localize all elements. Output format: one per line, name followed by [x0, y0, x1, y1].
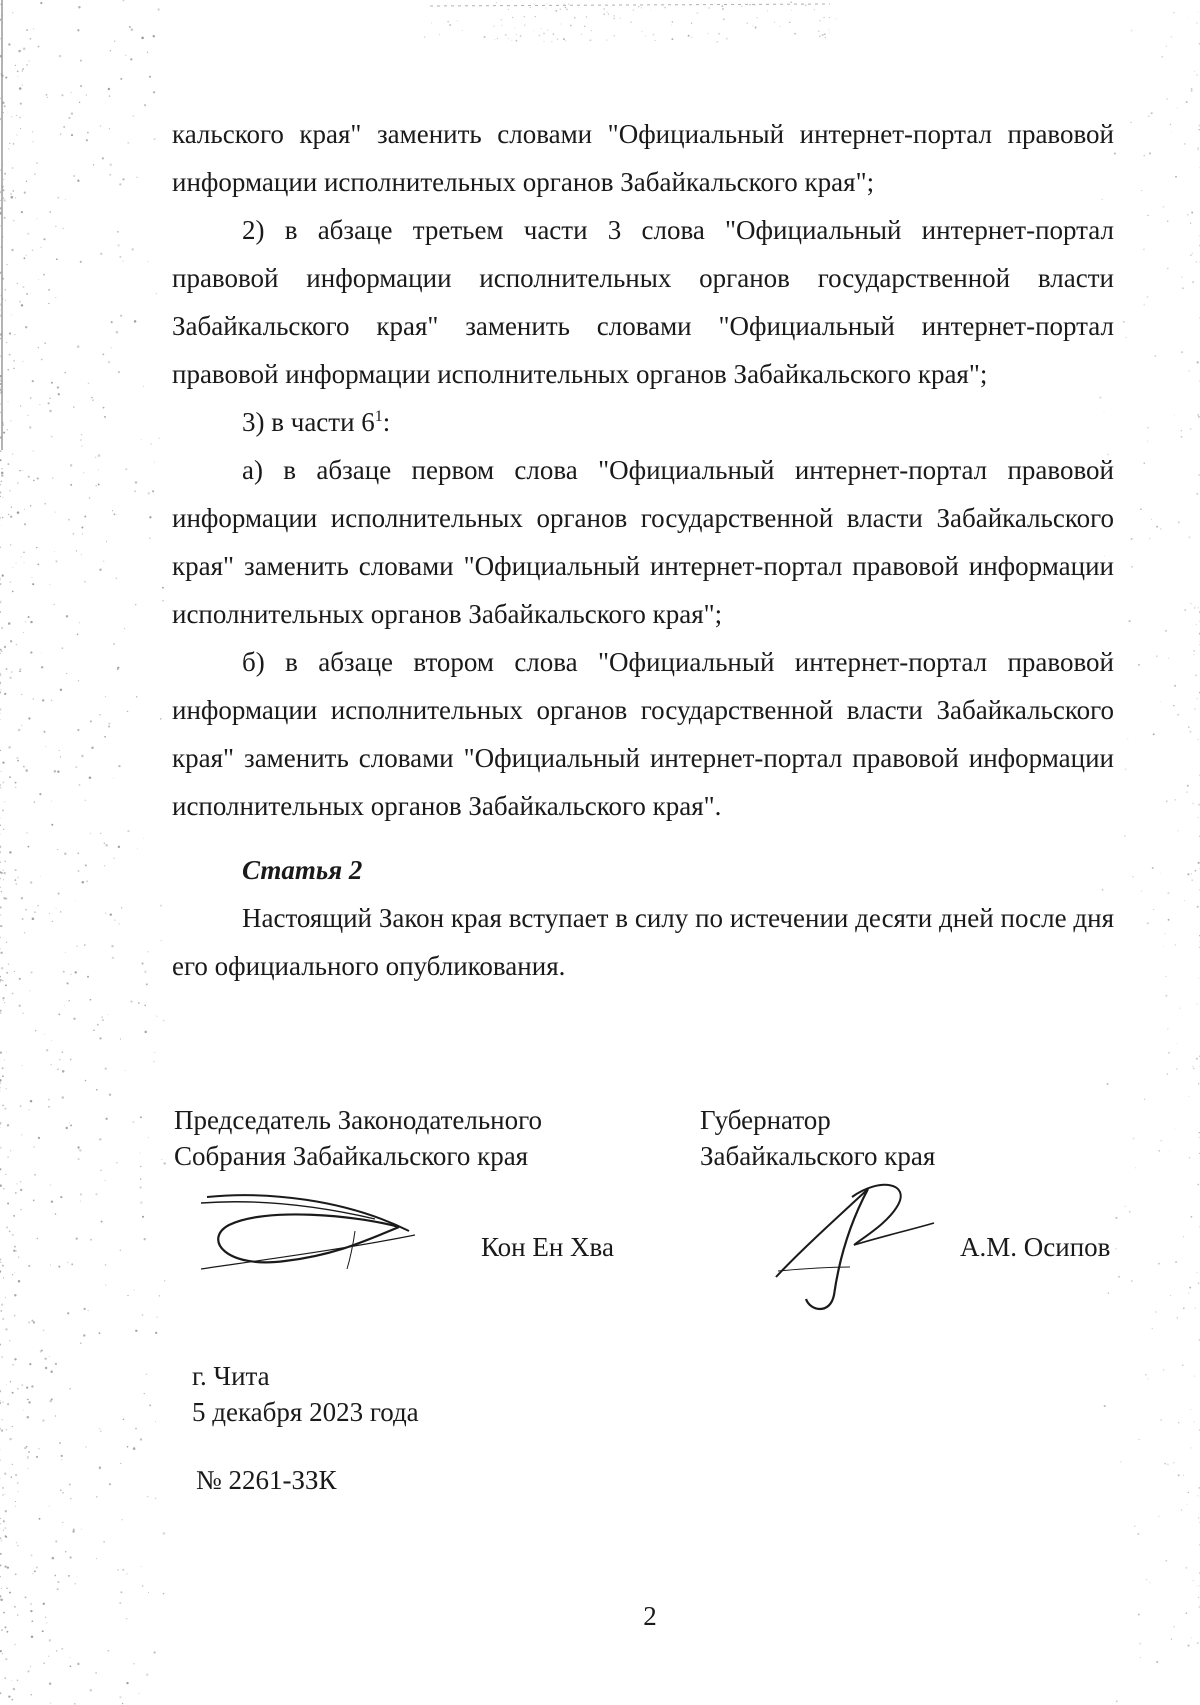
- left-title-line1: Председатель Законодательного: [174, 1105, 543, 1135]
- article-text: Настоящий Закон края вступает в силу по истечении десяти дней после дня его официального опубликования.: [172, 903, 1114, 981]
- city: г. Чита: [192, 1361, 270, 1391]
- paragraph-item-b: б) в абзаце втором слова "Официальный интернет-портал правовой информации исполнительных органов государственной власти Забайкальского края" заменить словами "Официальный интернет-портал правовой информации исполнительных органов Забайкальского края".: [172, 647, 1114, 821]
- place-and-date: [192, 1358, 419, 1430]
- body-text: [172, 110, 1114, 990]
- left-signatory-title: [174, 1102, 542, 1174]
- left-signature: [195, 1185, 425, 1285]
- item-3-suffix: :: [382, 407, 391, 437]
- right-signatory-name: А.М. Осипов: [960, 1232, 1111, 1262]
- right-signatory-title: [700, 1102, 935, 1174]
- document-number: № 2261-ЗЗК: [196, 1465, 337, 1495]
- paragraph-item-2: 2) в абзаце третьем части 3 слова "Официальный интернет-портал правовой информации исполнительных органов государственной власти Забайкальского края" заменить словами "Официальный интернет-портал правовой информации исполнительных органов Забайкальского края";: [172, 215, 1114, 389]
- right-signature: [770, 1175, 940, 1315]
- left-signatory-name: Кон Ен Хва: [481, 1232, 614, 1262]
- paragraph-continuation: кальского края" заменить словами "Официальный интернет-портал правовой информации исполнительных органов Забайкальского края";: [172, 119, 1114, 197]
- page-number: 2: [643, 1601, 657, 1631]
- article-heading: Статья 2: [242, 855, 363, 885]
- item-3-prefix: 3) в части 6: [242, 407, 375, 437]
- paragraph-item-3: [172, 398, 1114, 446]
- left-title-line2: Собрания Забайкальского края: [174, 1141, 529, 1171]
- item-3-superscript: 1: [374, 408, 383, 425]
- right-title-line1: Губернатор: [700, 1105, 831, 1135]
- date: 5 декабря 2023 года: [192, 1397, 419, 1427]
- right-title-line2: Забайкальского края: [700, 1141, 936, 1171]
- paragraph-item-a: а) в абзаце первом слова "Официальный интернет-портал правовой информации исполнительных органов государственной власти Забайкальского края" заменить словами "Официальный интернет-портал правовой информации исполнительных органов Забайкальского края";: [172, 455, 1114, 629]
